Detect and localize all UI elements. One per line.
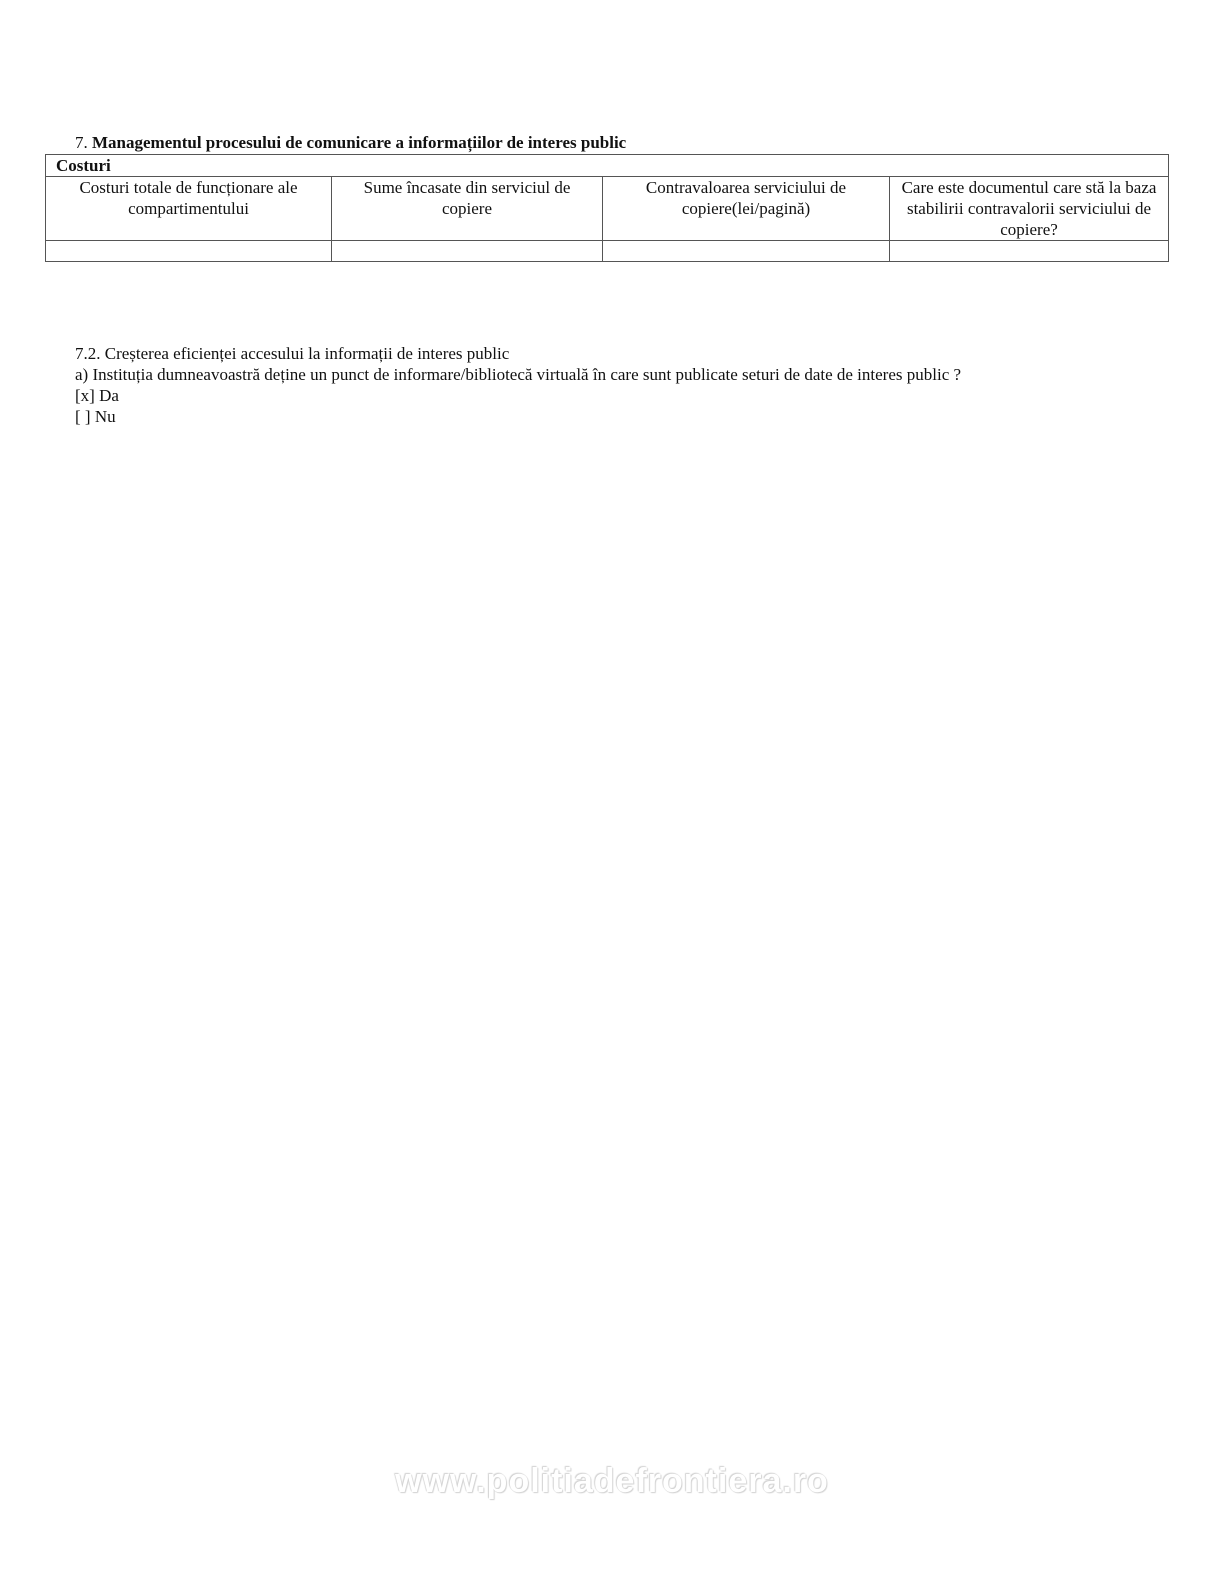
column-header-copy-price: Contravaloarea serviciului de copiere(lei/pagină)	[603, 177, 890, 241]
section-7-2-title: 7.2. Creșterea eficienței accesului la informații de interes public	[75, 344, 510, 363]
table-cell-copy-income	[332, 241, 603, 262]
table-cell-total-costs	[46, 241, 332, 262]
option-da: [x] Da	[75, 386, 119, 405]
table-cell-copy-price	[603, 241, 890, 262]
option-nu: [ ] Nu	[75, 407, 116, 426]
column-header-total-costs: Costuri totale de funcționare ale compartimentului	[46, 177, 332, 241]
section-7-heading: Managementul procesului de comunicare a informațiilor de interes public	[92, 133, 627, 152]
column-header-price-document: Care este documentul care stă la baza stabilirii contravalorii serviciului de copiere?	[890, 177, 1169, 241]
costs-table	[45, 154, 1169, 262]
column-header-copy-income: Sume încasate din serviciul de copiere	[332, 177, 603, 241]
section-7-2	[75, 343, 961, 427]
watermark: www.politiadefrontiera.ro	[395, 1462, 829, 1500]
section-7-title	[75, 133, 626, 153]
costs-heading-row	[46, 155, 1169, 177]
section-7-number: 7.	[75, 133, 88, 152]
table-row	[46, 241, 1169, 262]
table-cell-price-document	[890, 241, 1169, 262]
question-a: a) Instituția dumneavoastră deține un punct de informare/bibliotecă virtuală în care sunt publicate seturi de date de interes public ?	[75, 365, 962, 384]
column-header-row	[46, 177, 1169, 241]
costs-heading: Costuri	[46, 155, 1169, 177]
